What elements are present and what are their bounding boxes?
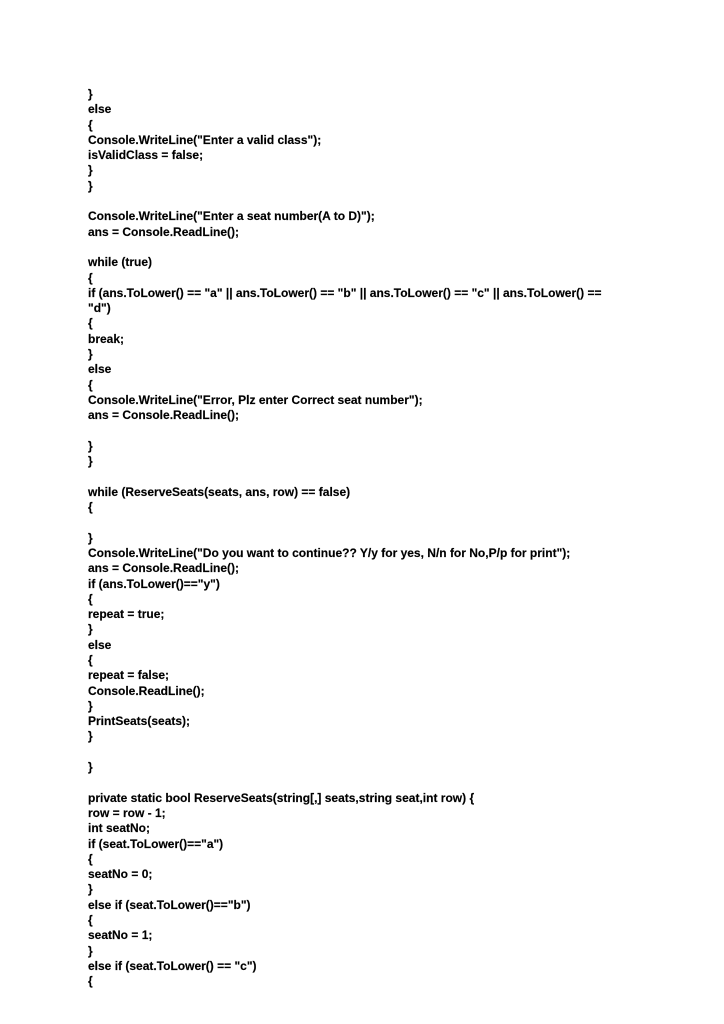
blank-line bbox=[88, 469, 688, 484]
code-line: } bbox=[88, 438, 93, 453]
code-line: } bbox=[88, 729, 93, 744]
code-line: { bbox=[88, 974, 93, 989]
blank-line bbox=[88, 515, 688, 530]
code-line: { bbox=[88, 500, 93, 515]
blank-line bbox=[88, 240, 688, 255]
code-line: ans = Console.ReadLine(); bbox=[88, 408, 240, 423]
code-line: { bbox=[88, 117, 93, 132]
code-line: Console.WriteLine("Enter a valid class"); bbox=[88, 132, 322, 147]
code-line: else if (seat.ToLower() == "c") bbox=[88, 958, 257, 973]
code-line: Console.WriteLine("Enter a seat number(A to D)"); bbox=[88, 209, 375, 224]
code-line: Console.WriteLine("Do you want to continue?? Y/y for yes, N/n for No,P/p for print"); bbox=[88, 545, 571, 560]
code-line: { bbox=[88, 377, 93, 392]
code-line: ans = Console.ReadLine(); bbox=[88, 224, 240, 239]
code-line: { bbox=[88, 591, 93, 606]
code-line: } bbox=[88, 163, 93, 178]
code-line: if (ans.ToLower()=="y") bbox=[88, 576, 220, 591]
code-line: isValidClass = false; bbox=[88, 148, 204, 163]
code-line: } bbox=[88, 178, 93, 193]
blank-line bbox=[88, 424, 688, 439]
code-line: else if (seat.ToLower()=="b") bbox=[88, 897, 251, 912]
code-line: } bbox=[88, 530, 93, 545]
code-line: else bbox=[88, 637, 112, 652]
code-line: } bbox=[88, 698, 93, 713]
code-document bbox=[88, 87, 688, 990]
code-line: private static bool ReserveSeats(string[,] seats,string seat,int row) { bbox=[88, 790, 475, 805]
blank-line bbox=[88, 745, 688, 760]
code-line: if (seat.ToLower()=="a") bbox=[88, 836, 224, 851]
code-line: seatNo = 0; bbox=[88, 867, 153, 882]
code-line: } bbox=[88, 622, 93, 637]
code-line: "d") bbox=[88, 301, 111, 316]
code-line: } bbox=[88, 882, 93, 897]
code-line: if (ans.ToLower() == "a" || ans.ToLower() == "b" || ans.ToLower() == "c" || ans.ToLower() == bbox=[88, 285, 602, 300]
code-line: { bbox=[88, 913, 93, 928]
code-line: else bbox=[88, 102, 112, 117]
blank-line bbox=[88, 194, 688, 209]
code-line: } bbox=[88, 454, 93, 469]
code-line: else bbox=[88, 362, 112, 377]
code-line: PrintSeats(seats); bbox=[88, 714, 191, 729]
code-line: ans = Console.ReadLine(); bbox=[88, 561, 240, 576]
code-line: } bbox=[88, 87, 93, 101]
code-line: { bbox=[88, 270, 93, 285]
code-line: { bbox=[88, 316, 93, 331]
blank-line bbox=[88, 775, 688, 790]
code-line: Console.WriteLine("Error, Plz enter Correct seat number"); bbox=[88, 392, 423, 407]
code-line: int seatNo; bbox=[88, 821, 151, 836]
code-line: break; bbox=[88, 331, 125, 346]
code-line: Console.ReadLine(); bbox=[88, 683, 205, 698]
code-line: while (ReserveSeats(seats, ans, row) == false) bbox=[88, 484, 351, 499]
code-line: row = row - 1; bbox=[88, 805, 166, 820]
code-line: { bbox=[88, 851, 93, 866]
code-line: while (true) bbox=[88, 255, 153, 270]
code-line: repeat = false; bbox=[88, 668, 170, 683]
code-line: } bbox=[88, 347, 93, 362]
code-line: } bbox=[88, 760, 93, 775]
code-line: seatNo = 1; bbox=[88, 928, 153, 943]
code-line: { bbox=[88, 652, 93, 667]
code-line: } bbox=[88, 943, 93, 958]
code-line: repeat = true; bbox=[88, 607, 165, 622]
